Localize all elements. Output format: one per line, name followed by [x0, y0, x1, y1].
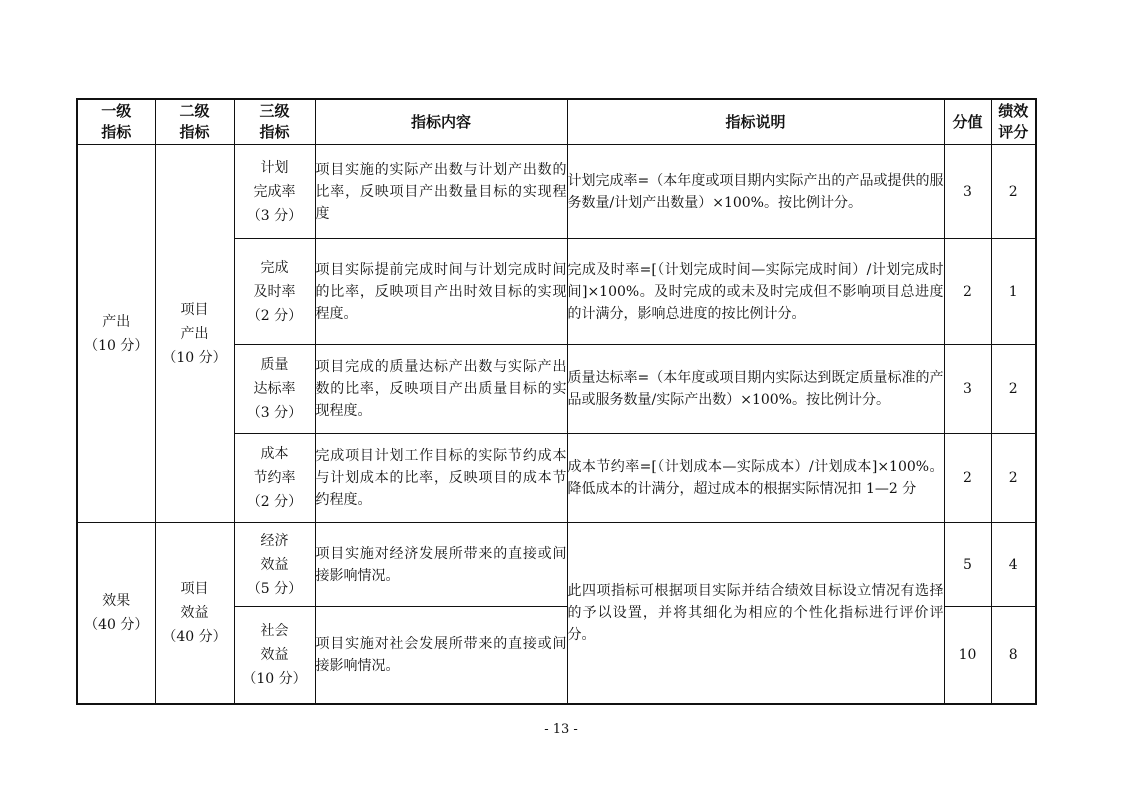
- score-cell: 10: [944, 607, 991, 704]
- rating-cell: 1: [991, 239, 1036, 345]
- description-cell: 成本节约率=[（计划成本—实际成本）/计划成本]×100%。降低成本的计满分，超过成本的根据实际情况扣 1—2 分: [567, 434, 944, 523]
- score-cell: 3: [944, 345, 991, 434]
- level3-cell: 经济 效益 （5 分）: [234, 523, 315, 607]
- score-cell: 2: [944, 239, 991, 345]
- rating-cell: 2: [991, 145, 1036, 239]
- content-cell: 项目实际提前完成时间与计划完成时间的比率，反映项目产出时效目标的实现程度。: [315, 239, 567, 345]
- header-rating: 绩效 评分: [991, 99, 1036, 145]
- page-number: - 13 -: [544, 722, 578, 737]
- level1-cell: 产出 （10 分）: [77, 145, 155, 523]
- level3-cell: 质量 达标率 （3 分）: [234, 345, 315, 434]
- evaluation-table: [76, 98, 1037, 705]
- header-level3: 三级 指标: [234, 99, 315, 145]
- rating-cell: 4: [991, 523, 1036, 607]
- description-cell: 计划完成率=（本年度或项目期内实际产出的产品或提供的服务数量/计划产出数量）×100%。按比例计分。: [567, 145, 944, 239]
- score-cell: 2: [944, 434, 991, 523]
- header-score: 分值: [944, 99, 991, 145]
- level3-cell: 完成 及时率 （2 分）: [234, 239, 315, 345]
- header-level1: 一级 指标: [77, 99, 155, 145]
- rating-cell: 8: [991, 607, 1036, 704]
- level3-cell: 计划 完成率 （3 分）: [234, 145, 315, 239]
- rating-cell: 2: [991, 345, 1036, 434]
- level3-cell: 社会 效益 （10 分）: [234, 607, 315, 704]
- content-cell: 项目实施的实际产出数与计划产出数的比率，反映项目产出数量目标的实现程度: [315, 145, 567, 239]
- level1-cell: 效果 （40 分）: [77, 523, 155, 704]
- table-row: [77, 145, 1036, 239]
- header-level2: 二级 指标: [155, 99, 234, 145]
- header-description: 指标说明: [567, 99, 944, 145]
- content-cell: 项目实施对社会发展所带来的直接或间接影响情况。: [315, 607, 567, 704]
- shared-description-cell: 此四项指标可根据项目实际并结合绩效目标设立情况有选择的予以设置，并将其细化为相应的个性化指标进行评价评分。: [567, 523, 944, 704]
- table-header-row: [77, 99, 1036, 145]
- score-cell: 3: [944, 145, 991, 239]
- content-cell: 项目完成的质量达标产出数与实际产出数的比率，反映项目产出质量目标的实现程度。: [315, 345, 567, 434]
- rating-cell: 2: [991, 434, 1036, 523]
- description-cell: 完成及时率=[（计划完成时间—实际完成时间）/计划完成时间]×100%。及时完成的或未及时完成但不影响项目总进度的计满分，影响总进度的按比例计分。: [567, 239, 944, 345]
- header-content: 指标内容: [315, 99, 567, 145]
- score-cell: 5: [944, 523, 991, 607]
- level3-cell: 成本 节约率 （2 分）: [234, 434, 315, 523]
- content-cell: 完成项目计划工作目标的实际节约成本与计划成本的比率，反映项目的成本节约程度。: [315, 434, 567, 523]
- description-cell: 质量达标率=（本年度或项目期内实际达到既定质量标准的产品或服务数量/实际产出数）×100%。按比例计分。: [567, 345, 944, 434]
- table-row: [77, 523, 1036, 607]
- content-cell: 项目实施对经济发展所带来的直接或间接影响情况。: [315, 523, 567, 607]
- level2-cell: 项目 产出 （10 分）: [155, 145, 234, 523]
- level2-cell: 项目 效益 （40 分）: [155, 523, 234, 704]
